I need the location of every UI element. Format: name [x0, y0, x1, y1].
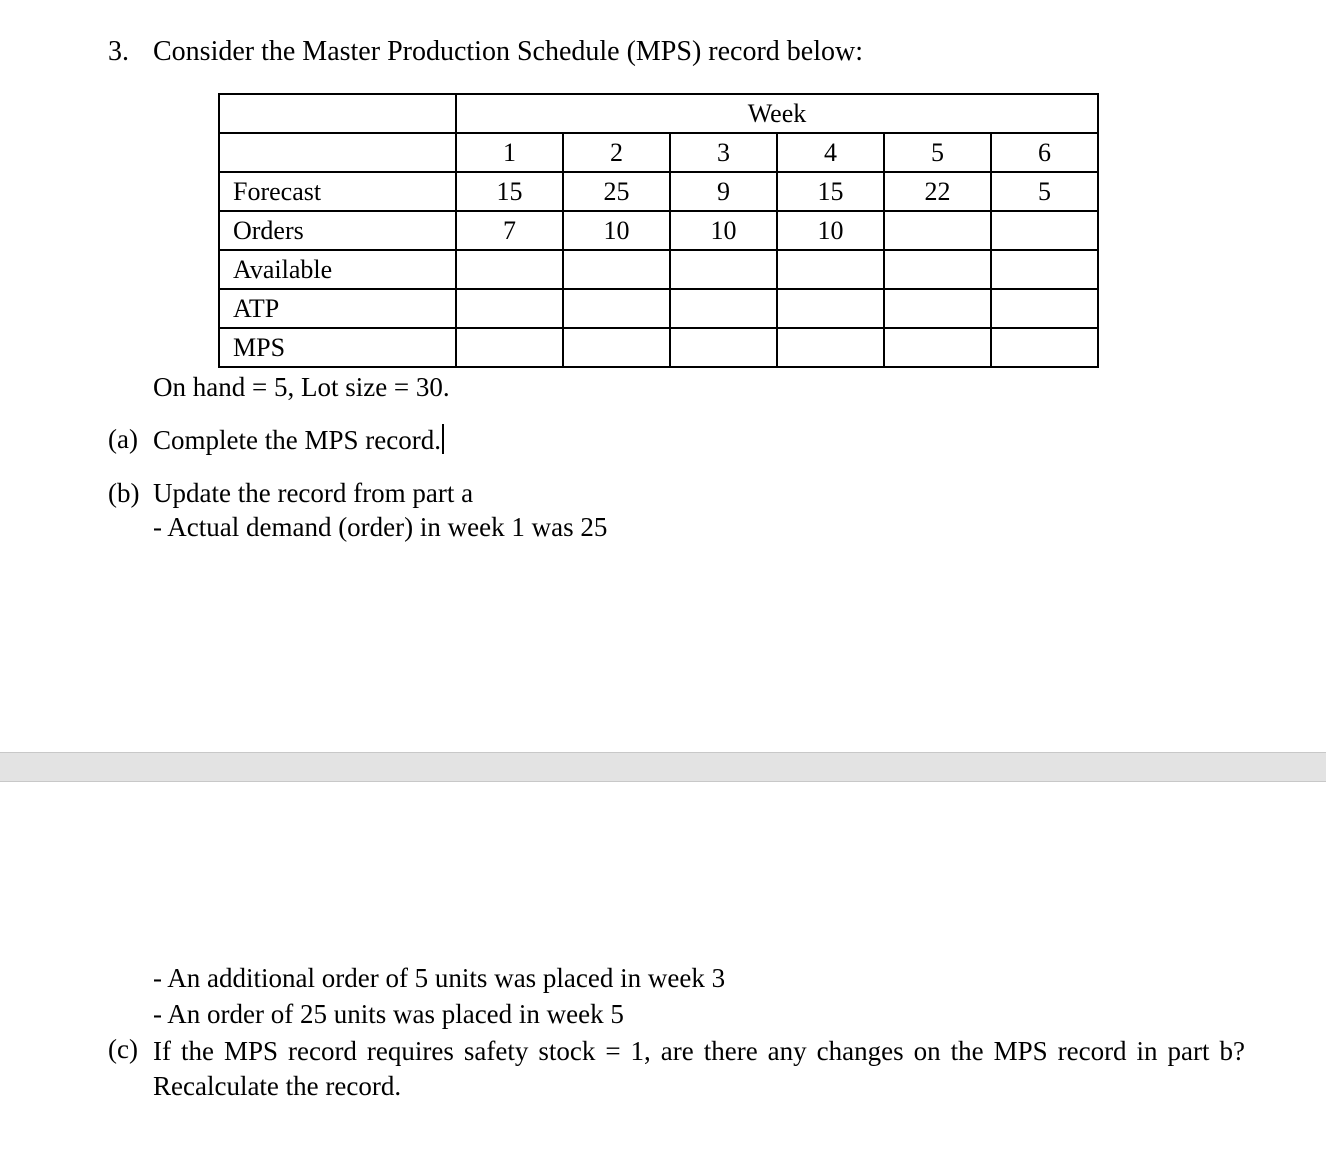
table-cell	[456, 328, 563, 367]
row-label: ATP	[219, 289, 456, 328]
table-cell: 5	[991, 172, 1098, 211]
part-b-bullet: - Actual demand (order) in week 1 was 25	[153, 512, 608, 542]
week-row-label-cell	[219, 133, 456, 172]
table-row-forecast	[219, 172, 1098, 211]
row-label: Available	[219, 250, 456, 289]
week-header: Week	[456, 94, 1098, 133]
mps-table	[218, 93, 1099, 368]
table-cell	[991, 328, 1098, 367]
table-row-mps	[219, 328, 1098, 367]
table-cell	[884, 289, 991, 328]
table-cell	[991, 289, 1098, 328]
header-blank-cell	[219, 94, 456, 133]
part-a-text-block[interactable]	[153, 424, 444, 456]
table-cell	[563, 289, 670, 328]
table-cell	[456, 250, 563, 289]
row-label: Orders	[219, 211, 456, 250]
week-number: 1	[456, 133, 563, 172]
table-cell: 9	[670, 172, 777, 211]
text-cursor	[442, 424, 444, 454]
table-cell: 10	[563, 211, 670, 250]
part-b-bullet: - An additional order of 5 units was placed in week 3	[153, 963, 726, 993]
table-row-atp	[219, 289, 1098, 328]
table-cell	[884, 211, 991, 250]
row-label: MPS	[219, 328, 456, 367]
table-cell: 15	[456, 172, 563, 211]
table-cell	[991, 250, 1098, 289]
table-row-orders	[219, 211, 1098, 250]
table-cell	[777, 250, 884, 289]
part-c-text: If the MPS record requires safety stock = 1, are there any changes on the MPS record in part b? Recalculate the record.	[153, 1036, 1245, 1101]
table-header-row	[219, 94, 1098, 133]
table-cell	[991, 211, 1098, 250]
page-break-divider	[0, 752, 1326, 782]
table-cell: 10	[777, 211, 884, 250]
part-b-text: Update the record from part a	[153, 478, 474, 508]
week-number-row	[219, 133, 1098, 172]
onhand-lotsize-note: On hand = 5, Lot size = 30.	[153, 372, 450, 402]
part-a-text: Complete the MPS record.	[153, 425, 441, 455]
week-number: 6	[991, 133, 1098, 172]
table-cell	[670, 289, 777, 328]
week-number: 2	[563, 133, 670, 172]
part-b-letter: (b)	[108, 478, 140, 508]
part-c-letter: (c)	[108, 1034, 138, 1064]
table-cell: 10	[670, 211, 777, 250]
table-cell: 22	[884, 172, 991, 211]
table-cell	[563, 328, 670, 367]
table-cell	[670, 250, 777, 289]
question-number: 3.	[108, 36, 129, 67]
table-cell	[777, 328, 884, 367]
table-cell	[456, 289, 563, 328]
week-number: 5	[884, 133, 991, 172]
table-cell: 15	[777, 172, 884, 211]
table-cell	[884, 328, 991, 367]
table-row-available	[219, 250, 1098, 289]
table-cell	[884, 250, 991, 289]
question-prompt: Consider the Master Production Schedule (MPS) record below:	[153, 36, 863, 67]
part-a-letter: (a)	[108, 424, 138, 454]
part-b-bullet: - An order of 25 units was placed in week 5	[153, 999, 624, 1029]
table-cell: 7	[456, 211, 563, 250]
table-cell	[563, 250, 670, 289]
table-cell	[670, 328, 777, 367]
week-number: 3	[670, 133, 777, 172]
table-cell: 25	[563, 172, 670, 211]
table-cell	[777, 289, 884, 328]
row-label: Forecast	[219, 172, 456, 211]
week-number: 4	[777, 133, 884, 172]
